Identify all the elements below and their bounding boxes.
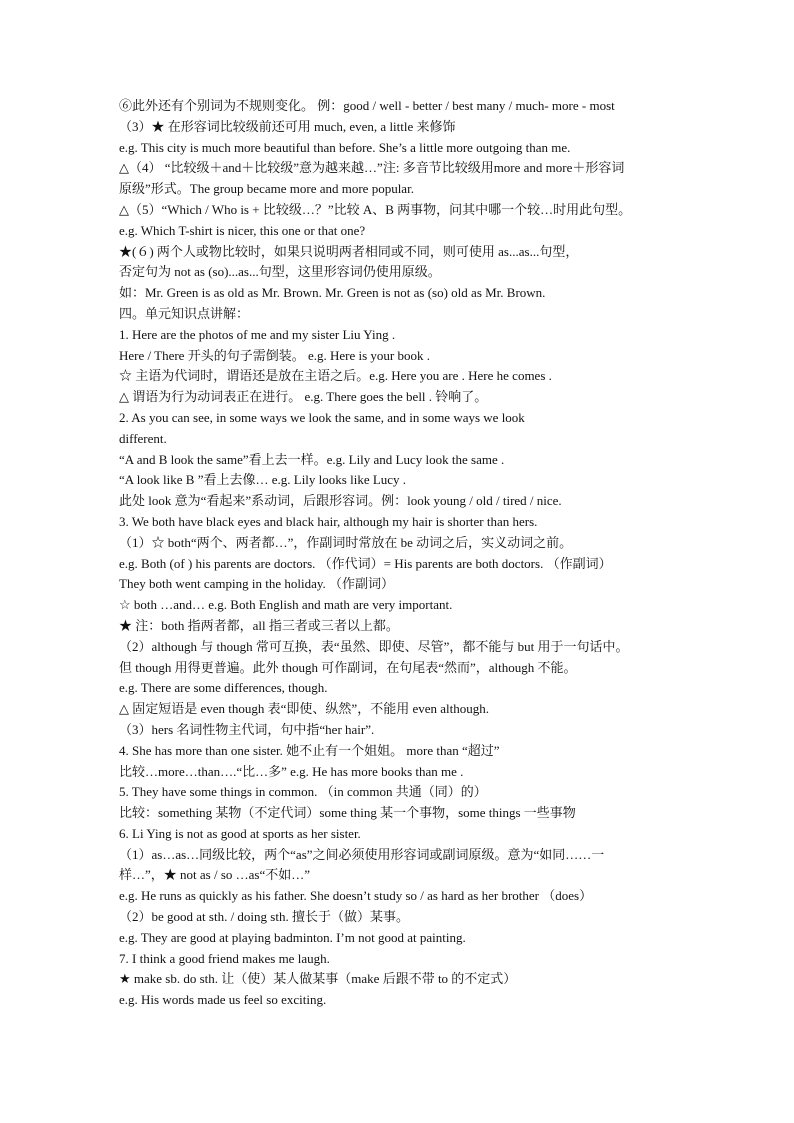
text-line: 此处 look 意为“看起来”系动词，后跟形容词。例：look young / old / tired / nice.	[119, 493, 562, 509]
text-line: e.g. Which T-shirt is nicer, this one or that one?	[119, 222, 366, 238]
text-line: ☆ both …and… e.g. Both English and math are very important.	[119, 597, 453, 613]
text-line: e.g. Both (of ) his parents are doctors. （作代词）= His parents are both doctors. （作副词）	[119, 555, 612, 571]
text-line: 6. Li Ying is not as good at sports as her sister.	[119, 825, 361, 841]
text-line: 比较…more…than….“比…多” e.g. He has more books than me .	[119, 763, 464, 779]
text-line: different.	[119, 430, 167, 446]
text-line: 2. As you can see, in some ways we look the same, and in some ways we look	[119, 409, 525, 425]
text-line: 4. She has more than one sister. 她不止有一个姐姐。 more than “超过”	[119, 742, 500, 758]
text-line: 1. Here are the photos of me and my sister Liu Ying .	[119, 326, 396, 342]
text-line: “A and B look the same”看上去一样。e.g. Lily and Lucy look the same .	[119, 451, 505, 467]
text-line: e.g. This city is much more beautiful than before. She’s a little more outgoing than me.	[119, 139, 571, 155]
text-line: 3. We both have black eyes and black hair, although my hair is shorter than hers.	[119, 513, 538, 529]
text-line: △ 固定短语是 even though 表“即使、纵然”，不能用 even although.	[119, 701, 489, 717]
text-line: ★ 注：both 指两者都，all 指三者或三者以上都。	[119, 617, 399, 633]
text-line: Here / There 开头的句子需倒装。 e.g. Here is your book .	[119, 347, 430, 363]
text-line: e.g. He runs as quickly as his father. She doesn’t study so / as hard as her brother （does）	[119, 888, 593, 904]
text-line: ☆ 主语为代词时，谓语还是放在主语之后。e.g. Here you are . Here he comes .	[119, 368, 552, 384]
text-line: 7. I think a good friend makes me laugh.	[119, 950, 330, 966]
text-line: 比较：something 某物（不定代词）some thing 某一个事物，some things 一些事物	[119, 805, 576, 821]
text-line: 样…”，★ not as / so …as“不如…”	[119, 867, 311, 883]
text-line: 四。单元知识点讲解：	[119, 305, 250, 321]
text-line: ⑥此外还有个别词为不规则变化。 例：good / well - better / best many / much- more - most	[119, 98, 615, 113]
document-page	[119, 96, 679, 1011]
text-line: e.g. They are good at playing badminton. I’m not good at painting.	[119, 929, 466, 945]
text-line: “A look like B ”看上去像… e.g. Lily looks like Lucy .	[119, 472, 407, 488]
text-line: e.g. His words made us feel so exciting.	[119, 992, 327, 1008]
text-line: 否定句为 not as (so)...as...句型，这里形容词仍使用原级。	[119, 264, 441, 280]
text-line: e.g. There are some differences, though.	[119, 680, 328, 696]
text-line: 原级”形式。The group became more and more popular.	[119, 181, 414, 197]
text-line: （2）be good at sth. / doing sth. 擅长于（做）某事。	[119, 909, 409, 925]
text-line: 5. They have some things in common. （in common 共通（同）的）	[119, 784, 487, 800]
text-line: 如：Mr. Green is as old as Mr. Brown. Mr. Green is not as (so) old as Mr. Brown.	[119, 285, 546, 301]
text-line: （2）although 与 though 常可互换，表“虽然、即使、尽管”，都不能与 but 用于一句话中。	[119, 638, 629, 654]
text-line: ★ make sb. do sth. 让（使）某人做某事（make 后跟不带 to 的不定式）	[119, 971, 517, 987]
text-line: They both went camping in the holiday. （作副词）	[119, 576, 394, 592]
text-line: △（5）“Which / Who is + 比较级…？”比较 A、B 两事物，问其中哪一个较…时用此句型。	[119, 201, 632, 217]
text-line: △（4） “比较级＋and＋比较级”意为越来越…”注: 多音节比较级用more and more＋形容词	[119, 160, 625, 176]
text-line: （3）hers 名词性物主代词，句中指“her hair”.	[119, 721, 375, 737]
text-line: ★(６) 两个人或物比较时，如果只说明两者相同或不同，则可使用 as...as...句型，	[119, 243, 579, 259]
text-line: （1）☆ both“两个、两者都…”，作副词时常放在 be 动词之后，实义动词之前。	[119, 534, 573, 550]
text-line: 但 though 用得更普遍。此外 though 可作副词，在句尾表“然而”，although 不能。	[119, 659, 577, 675]
text-line: （3）★ 在形容词比较级前还可用 much, even, a little 来修饰	[119, 118, 456, 134]
text-line: （1）as…as…同级比较，两个“as”之间必须使用形容词或副词原级。意为“如同……一	[119, 846, 605, 862]
text-line: △ 谓语为行为动词表正在进行。 e.g. There goes the bell . 铃响了。	[119, 389, 488, 405]
